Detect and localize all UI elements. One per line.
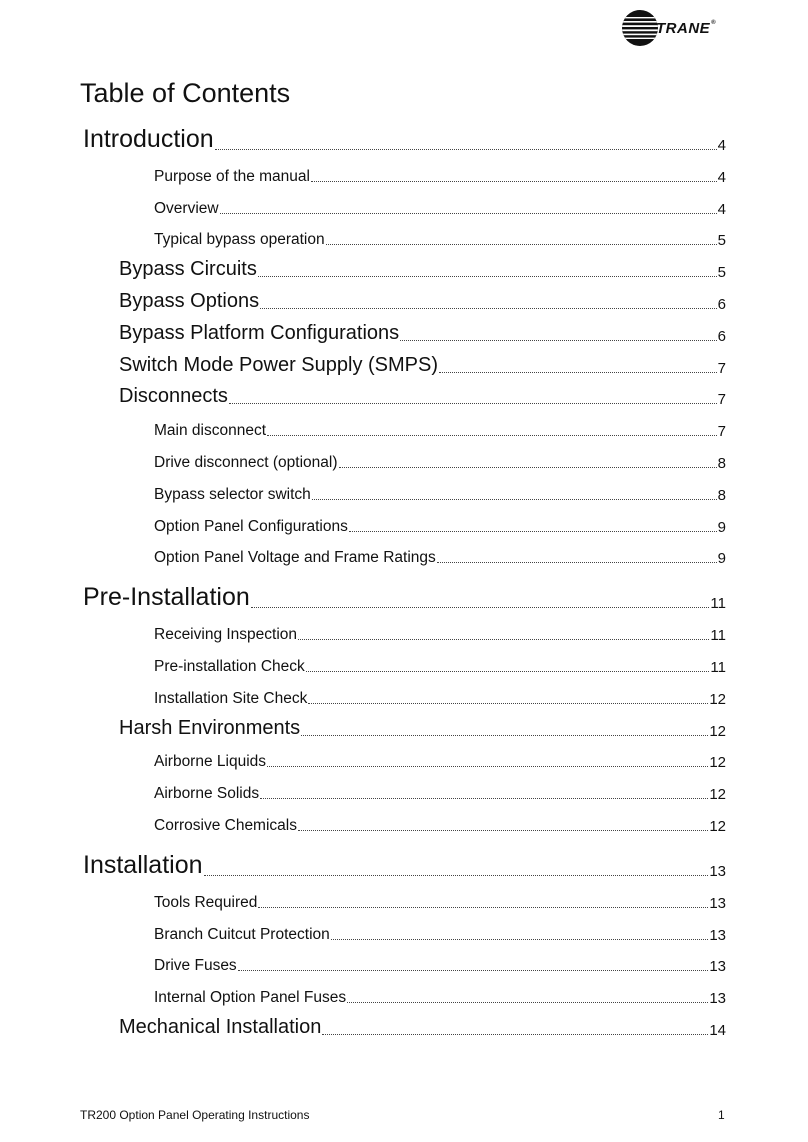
toc-entry-page: 12 (709, 754, 726, 772)
toc-entry-title: Corrosive Chemicals (154, 816, 297, 834)
toc-entry-title: Internal Option Panel Fuses (154, 989, 347, 1007)
toc-entry[interactable] (0, 377, 808, 409)
toc-entry-page: 13 (709, 958, 726, 976)
toc-entry-title: Installation Site Check (154, 689, 308, 707)
toc-dot-leader (229, 402, 717, 404)
toc-entry[interactable] (0, 313, 808, 345)
toc-entry-title: Main disconnect (154, 422, 267, 440)
toc-dot-leader (298, 638, 709, 640)
toc-entry-page: 5 (717, 264, 726, 282)
toc-entry-title: Harsh Environments (119, 716, 301, 739)
toc-entry[interactable] (0, 281, 808, 313)
toc-entry-title: Pre-Installation (83, 583, 250, 612)
toc-dot-leader (339, 466, 717, 468)
toc-entry-page: 4 (717, 137, 726, 154)
toc-entry-page: 8 (717, 486, 726, 504)
toc-dot-leader (258, 275, 717, 277)
toc-entry-page: 8 (717, 454, 726, 472)
toc-entry-title: Bypass Platform Configurations (119, 321, 400, 344)
toc-entry[interactable] (0, 122, 808, 154)
toc-entry-page: 11 (710, 658, 726, 676)
toc-dot-leader (349, 530, 717, 532)
toc-entry-title: Option Panel Voltage and Frame Ratings (154, 549, 436, 567)
toc-entry-page: 7 (717, 391, 726, 409)
toc-entry-title: Introduction (83, 125, 214, 153)
toc-entry[interactable] (0, 912, 808, 944)
toc-entry[interactable] (0, 944, 808, 976)
toc-dot-leader (439, 371, 717, 373)
toc-entry[interactable] (0, 644, 808, 676)
toc-entry[interactable] (0, 536, 808, 568)
toc-entry[interactable] (0, 612, 808, 644)
toc-entry[interactable] (0, 472, 808, 504)
toc-entry[interactable] (0, 440, 808, 472)
toc-entry-title: Installation (83, 850, 203, 879)
toc-entry[interactable] (0, 345, 808, 377)
toc-entry[interactable] (0, 880, 808, 912)
toc-entry-title: Bypass Circuits (119, 258, 257, 281)
toc-dot-leader (331, 938, 709, 940)
footer-document-title: TR200 Option Panel Operating Instructions (80, 1108, 310, 1122)
toc-entry-page: 6 (717, 327, 726, 345)
toc-dot-leader (267, 434, 717, 436)
toc-dot-leader (437, 561, 717, 563)
toc-entry[interactable] (0, 1007, 808, 1039)
toc-entry-page: 14 (709, 1021, 726, 1039)
table-of-contents (0, 122, 808, 1039)
toc-entry-title: Tools Required (154, 893, 258, 911)
toc-entry-title: Bypass Options (119, 289, 260, 312)
footer-page-number: 1 (718, 1108, 725, 1122)
toc-dot-leader (326, 243, 717, 245)
toc-entry-title: Overview (154, 199, 219, 217)
toc-entry[interactable] (0, 708, 808, 740)
toc-entry-title: Bypass selector switch (154, 485, 311, 503)
toc-entry-page: 7 (717, 423, 726, 441)
toc-dot-leader (322, 1033, 708, 1035)
toc-entry[interactable] (0, 803, 808, 835)
toc-entry-title: Airborne Liquids (154, 753, 267, 771)
toc-dot-leader (260, 307, 717, 309)
toc-dot-leader (301, 734, 708, 736)
toc-dot-leader (400, 339, 717, 341)
toc-dot-leader (308, 702, 708, 704)
toc-entry-page: 9 (717, 518, 726, 536)
toc-entry-title: Mechanical Installation (119, 1015, 322, 1038)
toc-entry-page: 12 (709, 786, 726, 804)
toc-entry-title: Branch Cuitcut Protection (154, 925, 330, 943)
toc-entry-page: 13 (709, 862, 726, 880)
toc-dot-leader (267, 765, 708, 767)
toc-dot-leader (312, 498, 717, 500)
toc-dot-leader (347, 1001, 708, 1003)
toc-dot-leader (251, 606, 710, 608)
logo-wordmark: TRANE® (656, 19, 717, 37)
toc-entry[interactable] (0, 154, 808, 186)
toc-entry-page: 6 (717, 295, 726, 313)
toc-entry-page: 12 (709, 722, 726, 740)
toc-entry-page: 11 (710, 627, 726, 645)
toc-dot-leader (220, 212, 717, 214)
toc-dot-leader (260, 797, 708, 799)
toc-entry-title: Purpose of the manual (154, 167, 310, 185)
trane-logo (620, 8, 716, 48)
toc-entry-page: 5 (717, 232, 726, 250)
toc-dot-leader (215, 148, 717, 150)
toc-entry-title: Disconnects (119, 385, 228, 408)
toc-entry[interactable] (0, 975, 808, 1007)
toc-entry[interactable] (0, 218, 808, 250)
toc-entry[interactable] (0, 771, 808, 803)
toc-entry-page: 4 (717, 168, 726, 186)
toc-entry[interactable] (0, 740, 808, 772)
toc-entry-title: Receiving Inspection (154, 626, 298, 644)
toc-entry-title: Drive Fuses (154, 957, 237, 975)
toc-dot-leader (298, 829, 708, 831)
toc-entry-page: 13 (709, 990, 726, 1008)
toc-entry-title: Switch Mode Power Supply (SMPS) (119, 353, 439, 376)
toc-dot-leader (238, 969, 709, 971)
toc-entry-title: Drive disconnect (optional) (154, 453, 338, 471)
toc-entry-page: 12 (709, 690, 726, 708)
toc-dot-leader (311, 180, 717, 182)
toc-entry-page: 11 (710, 595, 726, 613)
toc-entry-title: Pre-installation Check (154, 657, 305, 675)
toc-dot-leader (204, 874, 709, 876)
toc-entry-page: 13 (709, 926, 726, 944)
toc-entry-page: 13 (709, 894, 726, 912)
toc-entry[interactable] (0, 580, 808, 612)
page-title: Table of Contents (80, 78, 291, 108)
toc-entry-page: 4 (717, 200, 726, 218)
toc-entry-title: Airborne Solids (154, 785, 260, 803)
toc-entry-page: 7 (717, 359, 726, 377)
toc-entry[interactable] (0, 504, 808, 536)
toc-entry[interactable] (0, 676, 808, 708)
toc-entry[interactable] (0, 186, 808, 218)
toc-entry[interactable] (0, 408, 808, 440)
toc-entry-title: Option Panel Configurations (154, 517, 348, 535)
toc-entry-page: 12 (709, 817, 726, 835)
toc-entry[interactable] (0, 249, 808, 281)
toc-entry[interactable] (0, 848, 808, 880)
toc-dot-leader (306, 670, 710, 672)
toc-dot-leader (258, 906, 708, 908)
toc-entry-page: 9 (717, 550, 726, 568)
toc-entry-title: Typical bypass operation (154, 231, 325, 249)
